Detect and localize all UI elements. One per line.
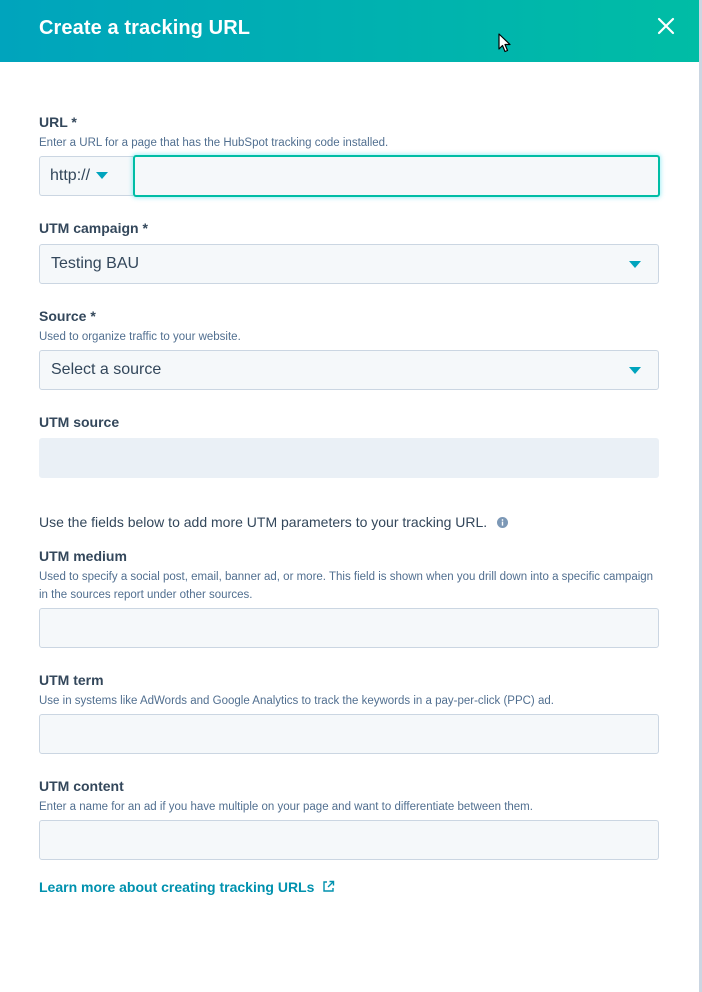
caret-down-icon — [96, 172, 108, 180]
utm-content-text-field[interactable] — [40, 821, 658, 859]
utm-source-input — [39, 438, 659, 478]
utm-medium-label: UTM medium — [39, 548, 127, 564]
utm-term-help-text: Use in systems like AdWords and Google Analytics to track the keywords in a pay-per-click (PPC) ad. — [39, 695, 554, 707]
utm-term-text-field[interactable] — [40, 715, 658, 753]
utm-content-label: UTM content — [39, 778, 124, 794]
utm-medium-input[interactable] — [39, 608, 659, 648]
utm-medium-help-text: Used to specify a social post, email, banner ad, or more. This field is shown when you drill down into a specific campaign in the sources report under other sources. — [39, 571, 654, 601]
utm-campaign-label: UTM campaign * — [39, 220, 148, 236]
utm-term-input[interactable] — [39, 714, 659, 754]
utm-campaign-value: Testing BAU — [51, 255, 140, 272]
external-link-icon — [322, 880, 335, 893]
learn-more-label: Learn more about creating tracking URLs — [39, 879, 315, 895]
utm-content-help-text: Enter a name for an ad if you have multiple on your page and want to differentiate between them. — [39, 801, 533, 813]
info-icon[interactable] — [497, 517, 508, 528]
caret-down-icon — [629, 367, 641, 375]
utm-campaign-select[interactable] — [39, 244, 659, 284]
url-help-text: Enter a URL for a page that has the HubSpot tracking code installed. — [39, 137, 389, 149]
caret-down-icon — [629, 261, 641, 269]
utm-medium-text-field[interactable] — [40, 609, 658, 647]
source-help-text: Used to organize traffic to your website. — [39, 331, 241, 343]
panel-title: Create a tracking URL — [39, 17, 251, 39]
url-input[interactable] — [133, 155, 660, 197]
protocol-select[interactable] — [39, 156, 133, 196]
source-select[interactable] — [39, 350, 659, 390]
learn-more-link[interactable] — [39, 879, 335, 895]
utm-content-input[interactable] — [39, 820, 659, 860]
url-label: URL * — [39, 114, 77, 130]
url-text-field[interactable] — [135, 157, 658, 195]
source-placeholder: Select a source — [51, 361, 162, 378]
protocol-value: http:// — [50, 167, 91, 184]
more-params-text: Use the fields below to add more UTM parameters to your tracking URL. — [39, 514, 488, 530]
source-label: Source * — [39, 308, 96, 324]
utm-source-text-field — [40, 439, 658, 477]
mouse-cursor-icon — [498, 33, 512, 53]
panel-header — [0, 0, 700, 62]
close-button[interactable] — [652, 13, 680, 41]
more-params-info — [39, 514, 508, 530]
utm-term-label: UTM term — [39, 672, 104, 688]
close-icon — [652, 13, 680, 41]
utm-source-label: UTM source — [39, 414, 120, 430]
